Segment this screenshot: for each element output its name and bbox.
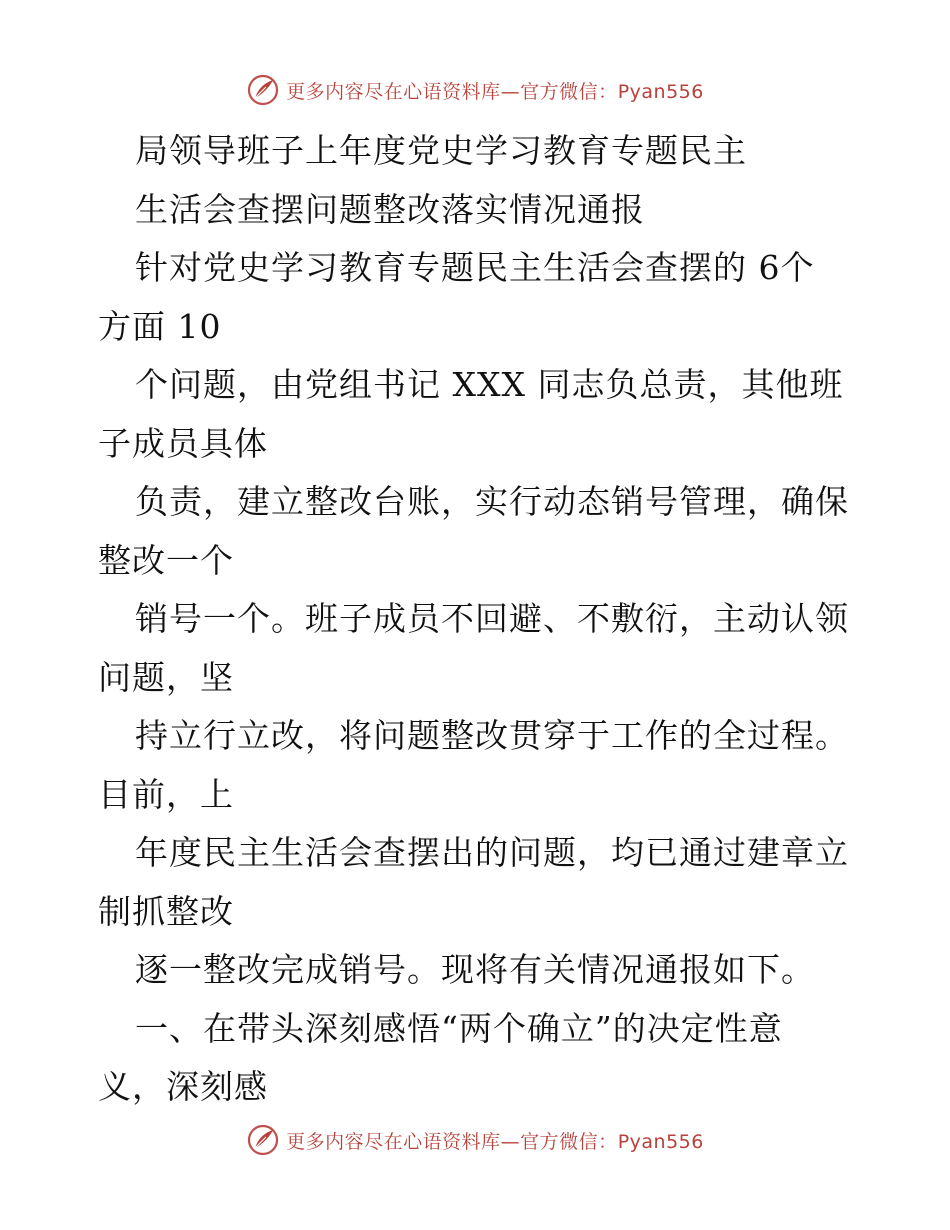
body-line: 问题，坚 <box>98 657 234 697</box>
footer-watermark <box>0 1120 950 1160</box>
watermark-text: 更多内容尽在心语资料库—官方微信：Pyan556 <box>286 1130 704 1153</box>
body-line: 针对党史学习教育专题民主生活会查摆的 6个 <box>135 248 815 287</box>
watermark-text: 更多内容尽在心语资料库—官方微信：Pyan556 <box>286 80 704 103</box>
body-line: 方面 10 <box>98 306 222 346</box>
document-body <box>98 122 868 1117</box>
body-line: 一、在带头深刻感悟“两个确立”的决定性意 <box>135 1008 783 1048</box>
body-line: 负责，建立整改台账，实行动态销号管理，确保 <box>135 482 849 521</box>
body-line: 逐一整改完成销号。现将有关情况通报如下。 <box>135 950 815 989</box>
header-watermark <box>0 70 950 110</box>
body-line: 目前，上 <box>98 774 234 814</box>
body-line: 个问题，由党组书记 XXX 同志负总责，其他班 <box>135 365 844 404</box>
body-line: 生活会查摆问题整改落实情况通报 <box>135 189 645 229</box>
body-line: 制抓整改 <box>98 891 234 931</box>
feather-pen-logo-icon <box>246 73 280 107</box>
body-line: 义，深刻感 <box>98 1067 268 1106</box>
body-line: 整改一个 <box>98 540 234 580</box>
body-line: 局领导班子上年度党史学习教育专题民主 <box>135 131 747 170</box>
body-line: 子成员具体 <box>98 423 268 463</box>
body-line: 年度民主生活会查摆出的问题，均已通过建章立 <box>135 833 849 872</box>
feather-pen-logo-icon <box>246 1123 280 1157</box>
body-line: 持立行立改，将问题整改贯穿于工作的全过程。 <box>135 716 849 755</box>
body-line: 销号一个。班子成员不回避、不敷衍，主动认领 <box>135 599 849 638</box>
